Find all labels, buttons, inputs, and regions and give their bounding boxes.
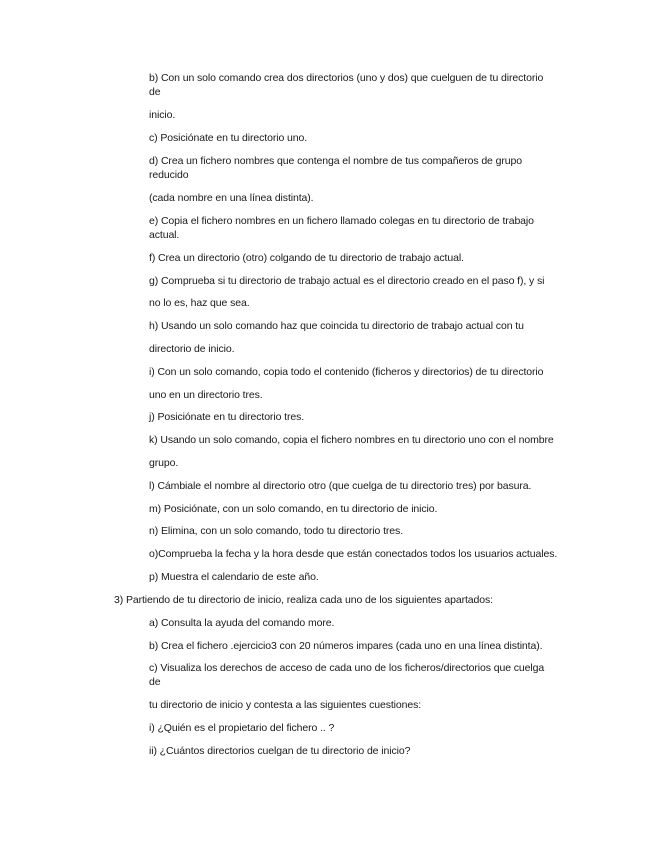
item-3b: b) Crea el fichero .ejercicio3 con 20 números impares (cada uno en una línea distinta). [149, 640, 543, 652]
item-n: n) Elimina, con un solo comando, todo tu directorio tres. [149, 525, 404, 537]
item-p: p) Muestra el calendario de este año. [149, 571, 319, 583]
item-d-line-1: d) Crea un fichero nombres que contenga el nombre de tus compañeros de grupo [149, 155, 522, 167]
question-ii: ii) ¿Cuántos directorios cuelgan de tu directorio de inicio? [149, 745, 411, 757]
item-h-line-2: directorio de inicio. [149, 343, 235, 355]
question-i: i) ¿Quién es el propietario del fichero .. ? [149, 722, 335, 734]
item-g-line-1: g) Comprueba si tu directorio de trabajo actual es el directorio creado en el paso f), y si [149, 275, 545, 287]
item-i-line-1: i) Con un solo comando, copia todo el contenido (ficheros y directorios) de tu directorio [149, 366, 544, 378]
item-o: o)Comprueba la fecha y la hora desde que están conectados todos los usuarios actuales. [149, 548, 558, 560]
item-k-line-1: k) Usando un solo comando, copia el fichero nombres en tu directorio uno con el nombre [149, 434, 554, 446]
item-c: c) Posiciónate en tu directorio uno. [149, 132, 308, 144]
item-d-line-2: reducido [149, 169, 189, 181]
item-b-line-3: inicio. [149, 109, 176, 121]
item-e-line-2: actual. [149, 229, 180, 241]
item-3c-line-2: de [149, 676, 161, 688]
item-e-line-1: e) Copia el fichero nombres en un fichero llamado colegas en tu directorio de trabajo [149, 215, 534, 227]
item-l: l) Cámbiale el nombre al directorio otro (que cuelga de tu directorio tres) por basura. [149, 480, 532, 492]
item-g-line-2: no lo es, haz que sea. [149, 297, 250, 309]
item-3c-line-1: c) Visualiza los derechos de acceso de cada uno de los ficheros/directorios que cuelga [149, 662, 545, 674]
item-k-line-2: grupo. [149, 457, 179, 469]
item-b-line-1: b) Con un solo comando crea dos directorios (uno y dos) que cuelguen de tu directorio [149, 72, 544, 84]
item-d-line-3: (cada nombre en una línea distinta). [149, 192, 314, 204]
item-m: m) Posiciónate, con un solo comando, en tu directorio de inicio. [149, 503, 438, 515]
item-3c-line-3: tu directorio de inicio y contesta a las siguientes cuestiones: [149, 699, 422, 711]
item-j: j) Posiciónate en tu directorio tres. [149, 411, 305, 423]
item-f: f) Crea un directorio (otro) colgando de tu directorio de trabajo actual. [149, 252, 464, 264]
item-h-line-1: h) Usando un solo comando haz que coincida tu directorio de trabajo actual con tu [149, 320, 524, 332]
item-i-line-2: uno en un directorio tres. [149, 389, 263, 401]
section-3-heading: 3) Partiendo de tu directorio de inicio, realiza cada uno de los siguientes apartados: [114, 594, 493, 606]
item-3a: a) Consulta la ayuda del comando more. [149, 617, 335, 629]
item-b-line-2: de [149, 86, 161, 98]
